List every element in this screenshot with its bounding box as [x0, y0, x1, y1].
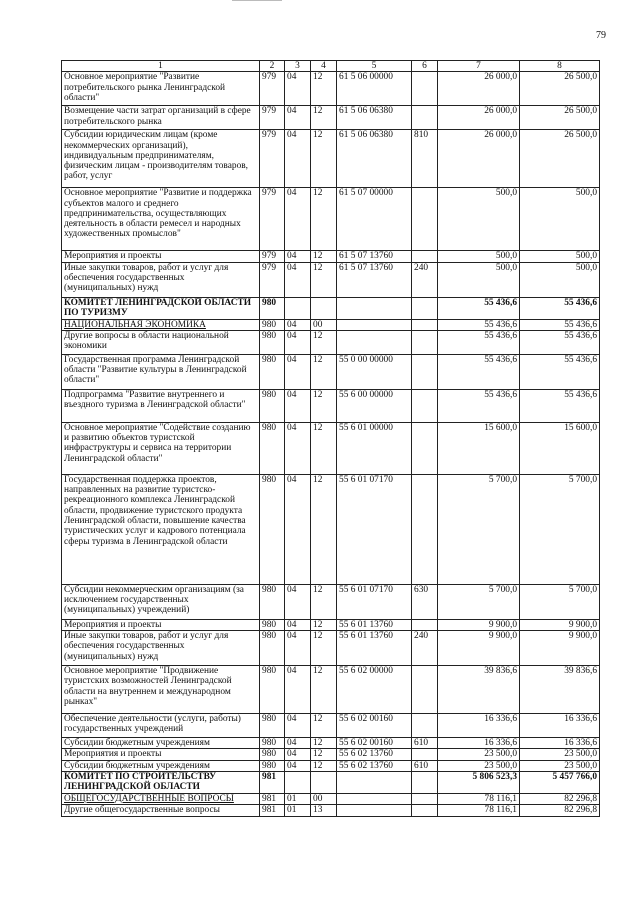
row-admin-code-cell: 979 — [260, 262, 285, 297]
budget-table — [61, 60, 600, 817]
row-target-article-cell: 55 6 00 00000 — [337, 389, 412, 422]
row-admin-code-cell: 980 — [260, 297, 285, 319]
row-name-cell: Основное мероприятие "Содействие созданию и развитию объектов туристской инфраструктуры и сервиса на территории Ленинградской области" — [62, 422, 260, 474]
table-row — [62, 389, 600, 422]
row-amount-year1-cell: 55 436,6 — [438, 330, 520, 354]
row-name-cell: Основное мероприятие "Продвижение туристских возможностей Ленинградской области на внутреннем и международном рынках" — [62, 666, 260, 714]
row-admin-code-cell: 979 — [260, 106, 285, 130]
row-expense-type-cell — [412, 72, 438, 106]
row-section-cell: 04 — [285, 319, 311, 330]
row-admin-code-cell: 981 — [260, 794, 285, 805]
row-subsection-cell: 12 — [311, 389, 337, 422]
row-admin-code-cell: 980 — [260, 619, 285, 630]
row-section-cell — [285, 297, 311, 319]
row-amount-year1-cell: 500,0 — [438, 188, 520, 251]
row-amount-year2-cell: 16 336,6 — [520, 738, 600, 749]
table-row — [62, 772, 600, 794]
row-amount-year2-cell: 23 500,0 — [520, 760, 600, 771]
row-name-cell: Обеспечение деятельности (услуги, работы) государственных учреждений — [62, 714, 260, 738]
row-amount-year1-cell: 78 116,1 — [438, 794, 520, 805]
row-section-cell: 04 — [285, 330, 311, 354]
row-name-cell: ОБЩЕГОСУДАРСТВЕННЫЕ ВОПРОСЫ — [62, 794, 260, 805]
row-section-cell: 04 — [285, 584, 311, 619]
table-row — [62, 760, 600, 771]
row-target-article-cell: 61 5 06 06380 — [337, 106, 412, 130]
row-subsection-cell: 12 — [311, 106, 337, 130]
row-amount-year2-cell: 500,0 — [520, 262, 600, 297]
scan-mark — [232, 0, 282, 3]
row-amount-year1-cell: 16 336,6 — [438, 714, 520, 738]
row-admin-code-cell: 979 — [260, 72, 285, 106]
row-admin-code-cell: 980 — [260, 738, 285, 749]
row-amount-year2-cell: 82 296,8 — [520, 794, 600, 805]
table-row — [62, 749, 600, 760]
row-target-article-cell: 55 6 01 13760 — [337, 619, 412, 630]
row-amount-year2-cell: 82 296,8 — [520, 805, 600, 816]
row-amount-year2-cell: 500,0 — [520, 251, 600, 262]
table-row — [62, 738, 600, 749]
row-section-cell: 04 — [285, 619, 311, 630]
row-target-article-cell — [337, 805, 412, 816]
row-amount-year1-cell: 5 700,0 — [438, 474, 520, 584]
row-section-cell: 04 — [285, 130, 311, 188]
row-amount-year1-cell: 23 500,0 — [438, 760, 520, 771]
row-amount-year2-cell: 55 436,6 — [520, 389, 600, 422]
row-subsection-cell: 12 — [311, 631, 337, 666]
row-amount-year1-cell: 55 436,6 — [438, 389, 520, 422]
row-target-article-cell — [337, 297, 412, 319]
row-subsection-cell — [311, 772, 337, 794]
row-target-article-cell — [337, 319, 412, 330]
column-header: 5 — [337, 61, 412, 72]
row-section-cell: 04 — [285, 188, 311, 251]
row-admin-code-cell: 980 — [260, 749, 285, 760]
column-header: 4 — [311, 61, 337, 72]
row-name-cell: Основное мероприятие "Развитие потребительского рынка Ленинградской области" — [62, 72, 260, 106]
table-row — [62, 474, 600, 584]
row-section-cell: 04 — [285, 72, 311, 106]
row-name-cell: Мероприятия и проекты — [62, 619, 260, 630]
row-admin-code-cell: 980 — [260, 389, 285, 422]
row-subsection-cell: 12 — [311, 188, 337, 251]
row-amount-year2-cell: 26 500,0 — [520, 72, 600, 106]
row-admin-code-cell: 980 — [260, 714, 285, 738]
row-expense-type-cell — [412, 772, 438, 794]
row-amount-year1-cell: 23 500,0 — [438, 749, 520, 760]
row-name-cell: Основное мероприятие "Развитие и поддержка субъектов малого и среднего предпринимательства, осуществляющих деятельность в области ремесел и народных художественных промыслов" — [62, 188, 260, 251]
row-section-cell: 04 — [285, 749, 311, 760]
row-subsection-cell: 00 — [311, 319, 337, 330]
row-amount-year2-cell: 26 500,0 — [520, 130, 600, 188]
row-amount-year1-cell: 39 836,6 — [438, 666, 520, 714]
column-header: 2 — [260, 61, 285, 72]
row-amount-year1-cell: 26 000,0 — [438, 106, 520, 130]
row-subsection-cell: 12 — [311, 760, 337, 771]
table-row — [62, 794, 600, 805]
row-amount-year2-cell: 9 900,0 — [520, 631, 600, 666]
row-section-cell: 04 — [285, 760, 311, 771]
row-name-cell: Субсидии юридическим лицам (кроме некоммерческих организаций), индивидуальным предпринимателям, физическим лицам - производителям товаров, работ, услуг — [62, 130, 260, 188]
row-subsection-cell: 12 — [311, 584, 337, 619]
row-subsection-cell — [311, 297, 337, 319]
row-name-cell: Субсидии бюджетным учреждениям — [62, 738, 260, 749]
row-name-cell: Другие общегосударственные вопросы — [62, 805, 260, 816]
row-name-cell: КОМИТЕТ ПО СТРОИТЕЛЬСТВУ ЛЕНИНГРАДСКОЙ ОБЛАСТИ — [62, 772, 260, 794]
row-expense-type-cell — [412, 749, 438, 760]
table-row — [62, 330, 600, 354]
row-subsection-cell: 12 — [311, 130, 337, 188]
row-amount-year2-cell: 5 700,0 — [520, 474, 600, 584]
row-target-article-cell: 61 5 07 13760 — [337, 262, 412, 297]
row-amount-year2-cell: 15 600,0 — [520, 422, 600, 474]
row-target-article-cell — [337, 794, 412, 805]
row-admin-code-cell: 981 — [260, 805, 285, 816]
table-row — [62, 319, 600, 330]
row-name-cell: Мероприятия и проекты — [62, 251, 260, 262]
table-row — [62, 354, 600, 389]
row-amount-year1-cell: 500,0 — [438, 251, 520, 262]
row-expense-type-cell: 240 — [412, 631, 438, 666]
row-admin-code-cell: 981 — [260, 772, 285, 794]
row-name-cell: Субсидии некоммерческим организациям (за исключением государственных (муниципальных) учреждений) — [62, 584, 260, 619]
table-row — [62, 631, 600, 666]
row-expense-type-cell: 610 — [412, 760, 438, 771]
row-expense-type-cell: 630 — [412, 584, 438, 619]
row-target-article-cell: 61 5 06 06380 — [337, 130, 412, 188]
column-header: 3 — [285, 61, 311, 72]
row-admin-code-cell: 980 — [260, 354, 285, 389]
table-row — [62, 262, 600, 297]
table-row — [62, 188, 600, 251]
row-amount-year1-cell: 5 700,0 — [438, 584, 520, 619]
row-amount-year2-cell: 5 700,0 — [520, 584, 600, 619]
budget-table-body — [62, 72, 600, 816]
row-expense-type-cell — [412, 319, 438, 330]
row-name-cell: Субсидии бюджетным учреждениям — [62, 760, 260, 771]
row-admin-code-cell: 980 — [260, 666, 285, 714]
row-subsection-cell: 12 — [311, 714, 337, 738]
row-section-cell: 04 — [285, 714, 311, 738]
row-target-article-cell: 55 6 02 00000 — [337, 666, 412, 714]
row-target-article-cell: 55 6 02 00160 — [337, 738, 412, 749]
row-subsection-cell: 12 — [311, 330, 337, 354]
row-expense-type-cell: 240 — [412, 262, 438, 297]
row-name-cell: Государственная программа Ленинградской области "Развитие культуры в Ленинградской области" — [62, 354, 260, 389]
row-admin-code-cell: 980 — [260, 474, 285, 584]
row-section-cell: 04 — [285, 354, 311, 389]
row-admin-code-cell: 980 — [260, 760, 285, 771]
row-target-article-cell: 61 5 07 13760 — [337, 251, 412, 262]
row-expense-type-cell — [412, 330, 438, 354]
row-target-article-cell — [337, 330, 412, 354]
row-subsection-cell: 12 — [311, 422, 337, 474]
row-target-article-cell: 61 5 06 00000 — [337, 72, 412, 106]
column-header: 6 — [412, 61, 438, 72]
row-expense-type-cell — [412, 354, 438, 389]
row-name-cell: КОМИТЕТ ЛЕНИНГРАДСКОЙ ОБЛАСТИ ПО ТУРИЗМУ — [62, 297, 260, 319]
row-target-article-cell: 55 6 01 00000 — [337, 422, 412, 474]
row-expense-type-cell: 610 — [412, 738, 438, 749]
page-number: 79 — [596, 30, 606, 41]
row-section-cell: 04 — [285, 474, 311, 584]
row-expense-type-cell — [412, 474, 438, 584]
row-name-cell: Государственная поддержка проектов, направленных на развитие туристско-рекреационного комплекса Ленинградской области, продвижение туристского продукта Ленинградской области, повышение качества туристических услуг и кадрового потенциала сферы туризма в Ленинградской области — [62, 474, 260, 584]
row-section-cell: 04 — [285, 262, 311, 297]
row-expense-type-cell — [412, 297, 438, 319]
row-target-article-cell — [337, 772, 412, 794]
row-expense-type-cell — [412, 188, 438, 251]
column-header: 7 — [438, 61, 520, 72]
row-subsection-cell: 12 — [311, 72, 337, 106]
row-name-cell: Иные закупки товаров, работ и услуг для обеспечения государственных (муниципальных) нужд — [62, 262, 260, 297]
row-amount-year1-cell: 5 806 523,3 — [438, 772, 520, 794]
row-admin-code-cell: 980 — [260, 422, 285, 474]
row-amount-year1-cell: 55 436,6 — [438, 297, 520, 319]
table-row — [62, 584, 600, 619]
row-target-article-cell: 55 0 00 00000 — [337, 354, 412, 389]
row-amount-year2-cell: 26 500,0 — [520, 106, 600, 130]
row-subsection-cell: 12 — [311, 749, 337, 760]
row-subsection-cell: 12 — [311, 262, 337, 297]
row-name-cell: НАЦИОНАЛЬНАЯ ЭКОНОМИКА — [62, 319, 260, 330]
row-amount-year2-cell: 500,0 — [520, 188, 600, 251]
table-row — [62, 422, 600, 474]
row-admin-code-cell: 980 — [260, 631, 285, 666]
row-admin-code-cell: 980 — [260, 319, 285, 330]
row-amount-year2-cell: 55 436,6 — [520, 330, 600, 354]
row-subsection-cell: 13 — [311, 805, 337, 816]
row-name-cell: Другие вопросы в области национальной экономики — [62, 330, 260, 354]
table-row — [62, 72, 600, 106]
row-amount-year1-cell: 78 116,1 — [438, 805, 520, 816]
row-amount-year2-cell: 55 436,6 — [520, 297, 600, 319]
row-amount-year2-cell: 16 336,6 — [520, 714, 600, 738]
row-section-cell: 04 — [285, 631, 311, 666]
row-section-cell: 04 — [285, 389, 311, 422]
row-name-cell: Подпрограмма "Развитие внутреннего и въездного туризма в Ленинградской области" — [62, 389, 260, 422]
row-amount-year1-cell: 9 900,0 — [438, 631, 520, 666]
row-name-cell: Иные закупки товаров, работ и услуг для обеспечения государственных (муниципальных) нужд — [62, 631, 260, 666]
row-amount-year2-cell: 55 436,6 — [520, 319, 600, 330]
row-target-article-cell: 55 6 01 07170 — [337, 584, 412, 619]
row-expense-type-cell — [412, 422, 438, 474]
row-expense-type-cell — [412, 619, 438, 630]
table-row — [62, 106, 600, 130]
row-expense-type-cell — [412, 805, 438, 816]
row-section-cell: 04 — [285, 106, 311, 130]
row-admin-code-cell: 980 — [260, 584, 285, 619]
row-section-cell: 04 — [285, 738, 311, 749]
row-target-article-cell: 55 6 02 13760 — [337, 749, 412, 760]
row-section-cell: 04 — [285, 422, 311, 474]
table-row — [62, 805, 600, 816]
row-admin-code-cell: 979 — [260, 188, 285, 251]
row-name-cell: Мероприятия и проекты — [62, 749, 260, 760]
row-target-article-cell: 61 5 07 00000 — [337, 188, 412, 251]
column-header: 1 — [62, 61, 260, 72]
row-amount-year2-cell: 5 457 766,0 — [520, 772, 600, 794]
row-amount-year1-cell: 9 900,0 — [438, 619, 520, 630]
column-number-row — [62, 61, 600, 72]
row-expense-type-cell — [412, 714, 438, 738]
row-expense-type-cell: 810 — [412, 130, 438, 188]
row-amount-year1-cell: 26 000,0 — [438, 72, 520, 106]
row-subsection-cell: 12 — [311, 738, 337, 749]
row-section-cell: 04 — [285, 251, 311, 262]
row-subsection-cell: 12 — [311, 474, 337, 584]
row-subsection-cell: 12 — [311, 251, 337, 262]
column-header: 8 — [520, 61, 600, 72]
row-amount-year2-cell: 23 500,0 — [520, 749, 600, 760]
row-admin-code-cell: 979 — [260, 251, 285, 262]
row-section-cell: 01 — [285, 805, 311, 816]
row-amount-year1-cell: 16 336,6 — [438, 738, 520, 749]
row-target-article-cell: 55 6 01 07170 — [337, 474, 412, 584]
row-expense-type-cell — [412, 251, 438, 262]
row-target-article-cell: 55 6 02 13760 — [337, 760, 412, 771]
row-name-cell: Возмещение части затрат организаций в сфере потребительского рынка — [62, 106, 260, 130]
row-section-cell: 04 — [285, 666, 311, 714]
row-amount-year1-cell: 55 436,6 — [438, 319, 520, 330]
row-expense-type-cell — [412, 794, 438, 805]
row-amount-year2-cell: 39 836,6 — [520, 666, 600, 714]
table-row — [62, 619, 600, 630]
row-amount-year1-cell: 500,0 — [438, 262, 520, 297]
row-amount-year1-cell: 26 000,0 — [438, 130, 520, 188]
row-subsection-cell: 12 — [311, 619, 337, 630]
row-amount-year2-cell: 9 900,0 — [520, 619, 600, 630]
row-admin-code-cell: 980 — [260, 330, 285, 354]
row-expense-type-cell — [412, 106, 438, 130]
row-section-cell: 01 — [285, 794, 311, 805]
table-row — [62, 714, 600, 738]
row-amount-year1-cell: 15 600,0 — [438, 422, 520, 474]
table-row — [62, 297, 600, 319]
row-target-article-cell: 55 6 02 00160 — [337, 714, 412, 738]
row-admin-code-cell: 979 — [260, 130, 285, 188]
row-subsection-cell: 00 — [311, 794, 337, 805]
row-section-cell — [285, 772, 311, 794]
table-row — [62, 130, 600, 188]
row-target-article-cell: 55 6 01 13760 — [337, 631, 412, 666]
table-row — [62, 666, 600, 714]
table-row — [62, 251, 600, 262]
row-expense-type-cell — [412, 666, 438, 714]
row-amount-year2-cell: 55 436,6 — [520, 354, 600, 389]
row-subsection-cell: 12 — [311, 666, 337, 714]
row-subsection-cell: 12 — [311, 354, 337, 389]
row-expense-type-cell — [412, 389, 438, 422]
row-amount-year1-cell: 55 436,6 — [438, 354, 520, 389]
